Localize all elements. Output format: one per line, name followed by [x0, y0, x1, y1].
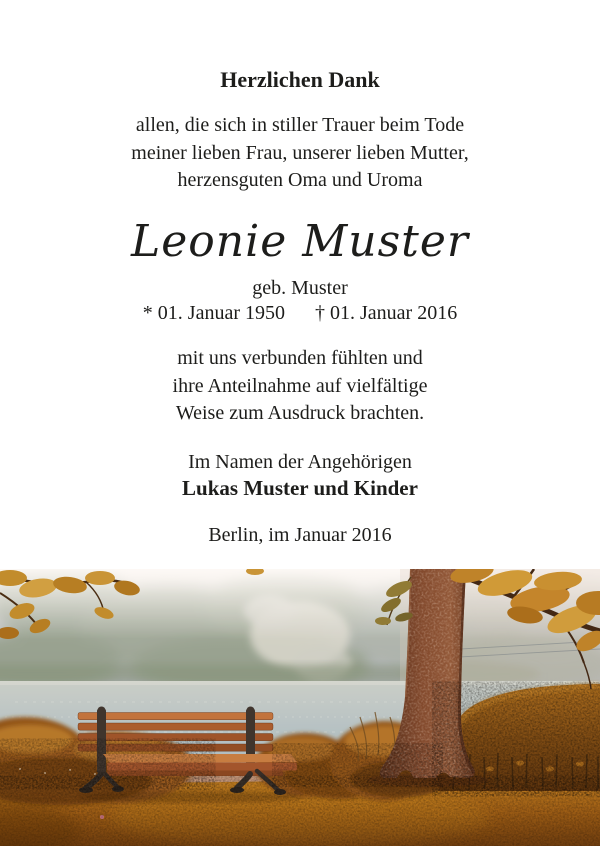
place-and-date: Berlin, im Januar 2016	[208, 524, 392, 546]
birth-date: * 01. Januar 1950	[142, 302, 285, 324]
closing-names: Lukas Muster und Kinder	[182, 476, 418, 500]
deceased-name: Leonie Muster	[131, 216, 469, 267]
intro-line-2: meiner lieben Frau, unserer lieben Mutter,	[131, 141, 469, 164]
intro-line-3: herzensguten Oma und Uroma	[177, 169, 423, 191]
death-date: † 01. Januar 2016	[315, 302, 458, 324]
memorial-photo	[0, 569, 600, 846]
body-paragraph	[0, 345, 600, 428]
life-dates	[0, 302, 600, 325]
intro-line-1: allen, die sich in stiller Trauer beim Tode	[135, 114, 465, 136]
card-title: Herzlichen Dank	[220, 67, 380, 92]
body-line-1: mit uns verbunden fühlten und	[177, 347, 423, 369]
body-line-2: ihre Anteilnahme auf vielfältige	[172, 374, 428, 397]
body-line-3: Weise zum Ausdruck brachten.	[175, 402, 425, 424]
intro-paragraph	[0, 112, 600, 195]
maiden-name: geb. Muster	[252, 277, 348, 299]
closing-intro: Im Namen der Angehörigen	[188, 451, 412, 473]
texture-overlays	[0, 569, 600, 846]
